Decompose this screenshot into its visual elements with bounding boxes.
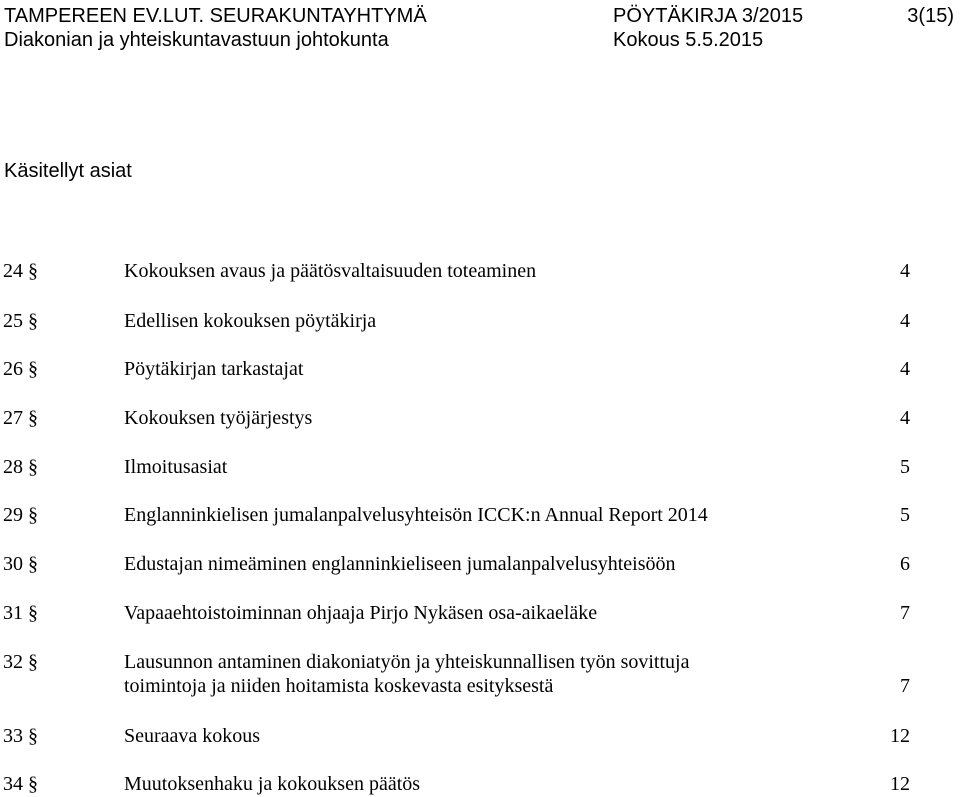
agenda-item-title-line: Seuraava kokous (124, 725, 261, 747)
agenda-item-title (124, 357, 303, 381)
organization-name: TAMPEREEN EV.LUT. SEURAKUNTAYHTYMÄ (4, 5, 427, 27)
agenda-item-number: 24 (3, 260, 23, 282)
section-symbol: § (28, 602, 38, 624)
agenda-item-page: 5 (900, 504, 910, 526)
agenda-item-title (124, 601, 597, 625)
agenda-item-title-line: Edustajan nimeäminen englanninkieliseen jumalanpalvelusyhteisöön (124, 553, 676, 575)
agenda-item-number: 33 (3, 725, 23, 747)
agenda-item-number: 31 (3, 602, 23, 624)
agenda-item-number: 28 (3, 456, 23, 478)
agenda-item-number: 29 (3, 504, 23, 526)
agenda-item-page: 5 (900, 456, 910, 478)
agenda-item-page: 6 (900, 553, 910, 575)
section-symbol: § (28, 725, 38, 747)
agenda-item-title (124, 259, 536, 283)
agenda-item-page: 4 (900, 260, 910, 282)
agenda-item-title (124, 455, 227, 479)
agenda-item-page: 4 (900, 310, 910, 332)
agenda-item-title (124, 503, 708, 527)
agenda-item-title-line: Edellisen kokouksen pöytäkirja (124, 310, 377, 332)
agenda-item-page: 4 (900, 358, 910, 380)
agenda-item-page: 12 (890, 725, 910, 747)
agenda-item-page: 7 (900, 602, 910, 624)
agenda-item-page: 12 (890, 773, 910, 795)
agenda-item-number: 27 (3, 407, 23, 429)
section-symbol: § (28, 456, 38, 478)
page-indicator: 3(15) (907, 5, 954, 27)
agenda-item-title-line: Kokouksen työjärjestys (124, 407, 313, 429)
section-symbol: § (28, 260, 38, 282)
section-symbol: § (28, 773, 38, 795)
agenda-item-title-line-2: toimintoja ja niiden hoitamista koskevasta esityksestä (124, 675, 554, 697)
agenda-item-title (124, 772, 420, 796)
agenda-item-title-line: Kokouksen avaus ja päätösvaltaisuuden toteaminen (124, 260, 537, 282)
agenda-item-title-line: Vapaaehtoistoiminnan ohjaaja Pirjo Nykäsen osa-aikaeläke (124, 602, 598, 624)
section-symbol: § (28, 553, 38, 575)
agenda-item-title-line: Lausunnon antaminen diakoniatyön ja yhteiskunnallisen työn sovittuja (124, 651, 690, 673)
agenda-item-page: 7 (900, 675, 910, 697)
agenda-item-title-line: Muutoksenhaku ja kokouksen päätös (124, 773, 421, 795)
board-name: Diakonian ja yhteiskuntavastuun johtokunta (4, 29, 389, 51)
agenda-item-page: 4 (900, 407, 910, 429)
agenda-item-title-line: Ilmoitusasiat (124, 456, 228, 478)
agenda-item-title (124, 650, 689, 698)
document-reference: PÖYTÄKIRJA 3/2015 (613, 5, 804, 27)
agenda-item-title (124, 552, 676, 576)
agenda-item-number: 30 (3, 553, 23, 575)
meeting-date: Kokous 5.5.2015 (613, 29, 764, 51)
agenda-item-number: 26 (3, 358, 23, 380)
agenda-item-title-line: Englanninkielisen jumalanpalvelusyhteisön ICCK:n Annual Report 2014 (124, 504, 708, 526)
agenda-item-title (124, 724, 260, 748)
agenda-item-number: 34 (3, 773, 23, 795)
agenda-item-title (124, 309, 376, 333)
section-symbol: § (28, 310, 38, 332)
agenda-item-number: 32 (3, 651, 23, 673)
section-title: Käsitellyt asiat (4, 160, 132, 182)
section-symbol: § (28, 504, 38, 526)
agenda-item-title (124, 406, 312, 430)
section-symbol: § (28, 358, 38, 380)
agenda-item-number: 25 (3, 310, 23, 332)
section-symbol: § (28, 407, 38, 429)
agenda-item-title-line: Pöytäkirjan tarkastajat (124, 358, 304, 380)
section-symbol: § (28, 651, 38, 673)
